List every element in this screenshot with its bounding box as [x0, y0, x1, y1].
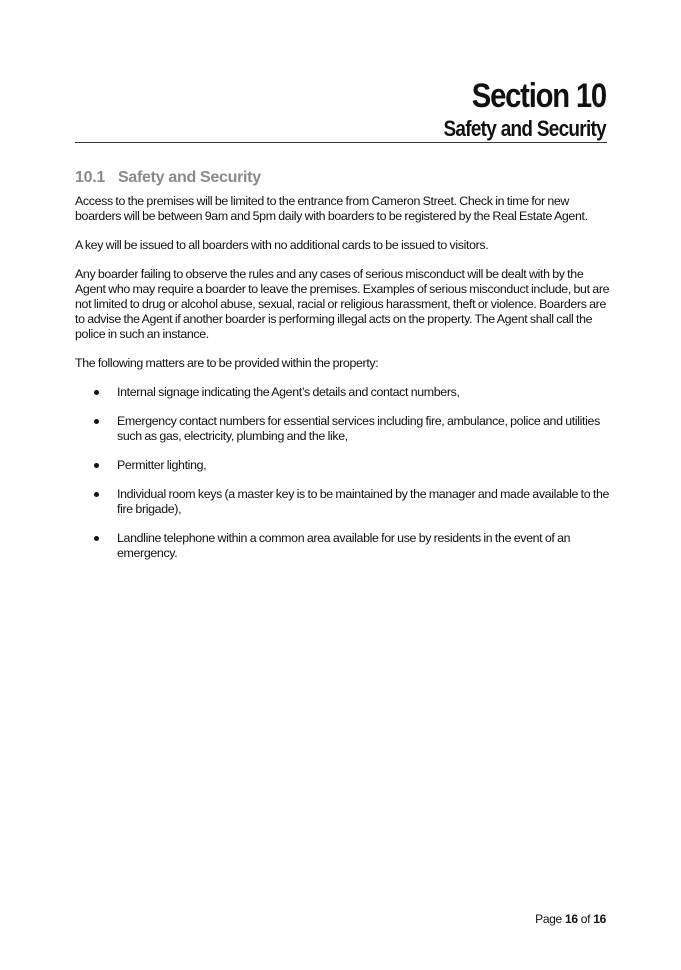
list-item-text: Emergency contact numbers for essential services including fire, ambulance, police and utilities such as gas, electricity, plumbing and the like, [117, 414, 600, 443]
list-item-text: Permitter lighting, [117, 458, 207, 472]
document-body [75, 168, 610, 575]
of-label: of [580, 912, 591, 926]
list-item [75, 414, 610, 444]
paragraph-access: Access to the premises will be limited to the entrance from Cameron Street. Check in time for new boarders will be between 9am and 5pm daily with boarders to be registered by the Real Estate Agent. [75, 194, 588, 223]
page-label: Page [535, 912, 562, 926]
subsection-number: 10.1 [75, 169, 105, 186]
list-item [75, 487, 610, 517]
bullet-icon [94, 492, 99, 497]
total-pages-number: 16 [593, 912, 606, 926]
bullet-icon [94, 536, 99, 541]
bullet-icon [94, 419, 99, 424]
list-item [75, 385, 610, 400]
section-subtitle: Safety and Security [443, 116, 606, 141]
bullet-icon [94, 463, 99, 468]
current-page-number: 16 [564, 912, 578, 926]
list-item [75, 458, 610, 473]
matters-list [75, 385, 610, 561]
subsection-title: Safety and Security [118, 169, 261, 186]
bullet-icon [94, 390, 99, 395]
section-title: Section 10 [471, 77, 606, 115]
paragraph-matters-intro: The following matters are to be provided within the property: [75, 356, 379, 370]
subsection-heading [75, 168, 610, 188]
page-footer [535, 912, 606, 926]
list-item-text: Internal signage indicating the Agent’s details and contact numbers, [117, 385, 460, 399]
header-divider [75, 142, 607, 143]
list-item-text: Individual room keys (a master key is to be maintained by the manager and made available to the fire brigade), [117, 487, 610, 516]
list-item-text: Landline telephone within a common area available for use by residents in the event of an emergency. [117, 531, 571, 560]
paragraph-keys: A key will be issued to all boarders with no additional cards to be issued to visitors. [75, 238, 489, 252]
list-item [75, 531, 610, 561]
paragraph-misconduct: Any boarder failing to observe the rules and any cases of serious misconduct will be dealt with by the Agent who may require a boarder to leave the premises. Examples of serious misconduct include, but are not limited to drug or alcohol abuse, sexual, racial or religious harassment, theft or violence. Boarders are to advise the Agent if another boarder is performing illegal acts on the property. The Agent shall call the police in such an instance. [75, 267, 610, 341]
section-header [417, 78, 606, 142]
